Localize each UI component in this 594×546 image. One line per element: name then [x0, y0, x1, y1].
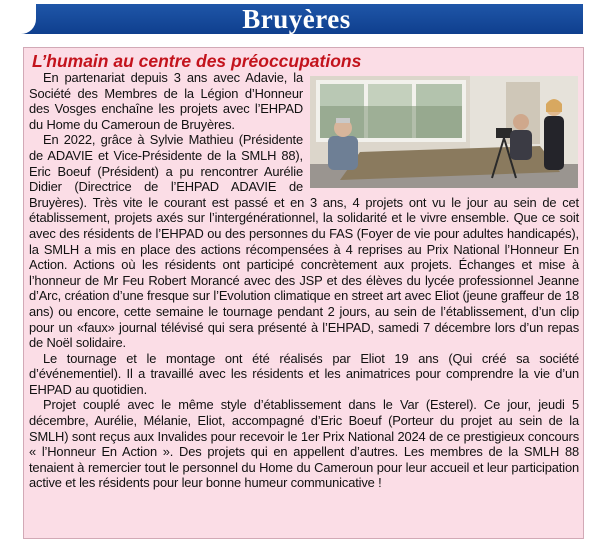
article-body [29, 70, 579, 491]
section-title: Bruyères [242, 4, 351, 34]
article-paragraph: Le tournage et le montage ont été réalisés par Eliot 19 ans (Qui créé sa société d’événementiel). Il a travaillé avec les résidents et les animatrices pour comprendre la vie d’un EHPAD au quotidien. [29, 350, 579, 397]
article-headline: L’humain au centre des préoccupations [32, 51, 362, 71]
article-paragraph: En 2022, grâce à Sylvie Mathieu (Présidente de ADAVIE et Vice-Présidente de la SMLH 88), Eric Boeuf (Président) a pu rencontrer Aurélie Didier (Directrice de l’EHPAD ADAVIE de Bruyères). Très vite le courant est passé et en 3 ans, 4 projets ont vu le jour au sein de cet établissement, projets axés sur l’intergénérationnel, la solidarité et le vivre ensemble. Que ce soit avec des résidents de l’EHPAD ou des personnes du FAS (Foyer de vie pour adultes handicapés), la SMLH a mis en place des actions récompensées à 4 reprises au Prix National l’Honneur En Action. Actions où les résidents ont participé concrètement aux projets. Échanges et mise à l’honneur de Mr Feu Robert Morancé avec des JSP et des élèves du lycée professionnel Jeanne d’Arc, création d’une fresque sur l’Evolution climatique en street art avec Eliot (jeune graffeur de 18 ans) ou encore, cette semaine le tournage pendant 2 jours, au sein de l’établissement, d’un clip pour un «faux» journal télévisé qui sera présenté à l’EHPAD, samedi 7 décembre lors d’un repas de Noël solidaire. [29, 132, 579, 351]
article-paragraph: Projet couplé avec le même style d’établissement dans le Var (Esterel). Ce jour, jeudi 5 décembre, Aurélie, Mélanie, Eliot, accompagné d’Eric Boeuf (Porteur du projet au sein de la SMLH) sont reçus aux Invalides pour recevoir le 1er Prix National 2024 de ce prestigieux concours « l’Honneur En Action ». Des projets qui en appellent d’autres. Les membres de la SMLH 88 tenaient à remercier tout le personnel du Home du Cameroun pour leur accueil et leur participation active et les résidents pour leur bonne humeur communicative ! [29, 397, 579, 491]
article-box [23, 47, 584, 539]
article-paragraph: En partenariat depuis 3 ans avec Adavie, la Société des Membres de la Légion d’Honneur des Vosges enchaîne les projets avec l’EHPAD du Home du Cameroun de Bruyères. [29, 70, 303, 132]
photo-spacer [303, 70, 579, 193]
